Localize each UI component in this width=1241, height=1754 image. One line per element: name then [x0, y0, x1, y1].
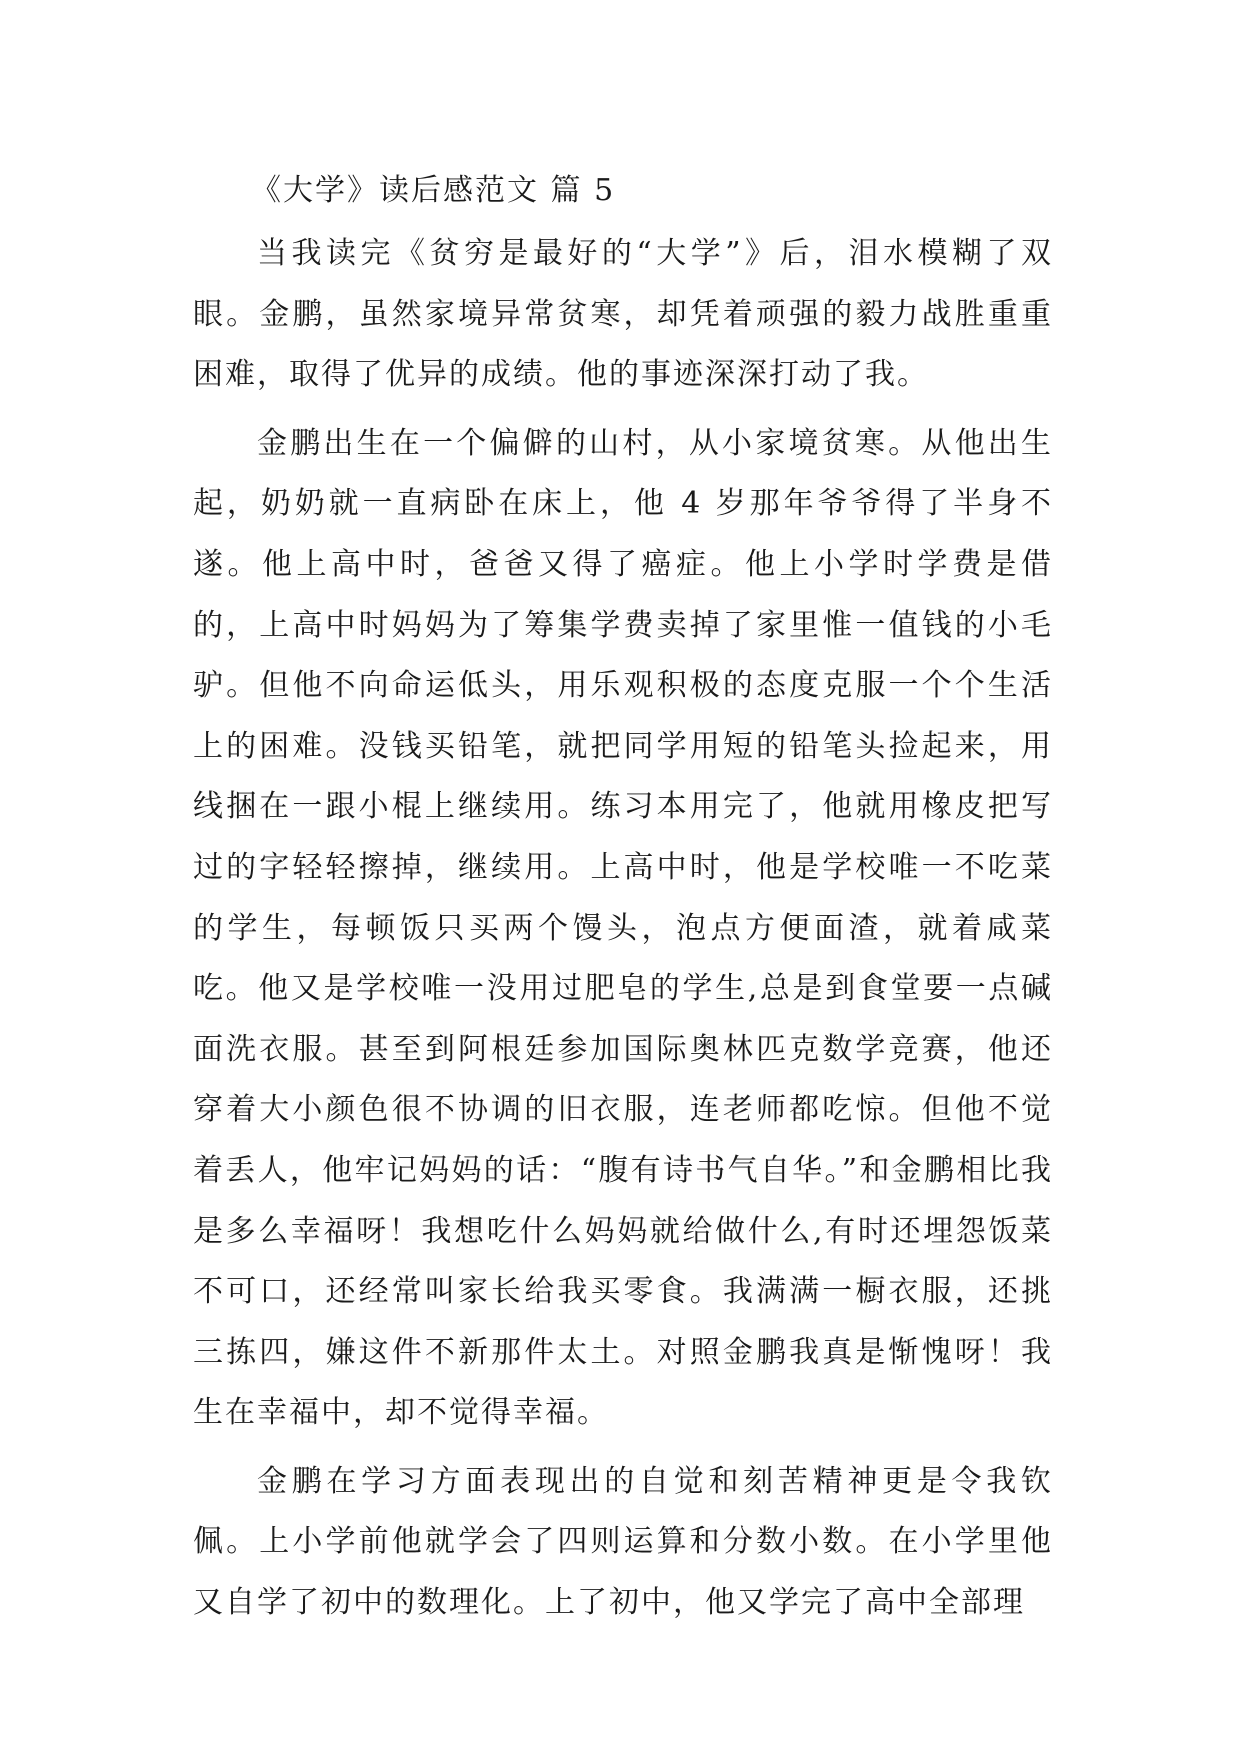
paragraph-3: 金鹏在学习方面表现出的自觉和刻苦精神更是令我钦佩。上小学前他就学会了四则运算和分数小数。在小学里他又自学了初中的数理化。上了初中，他又学完了高中全部理 [193, 1463, 1053, 1621]
document-body [193, 162, 1053, 1640]
paragraph-2: 金鹏出生在一个偏僻的山村，从小家境贫寒。从他出生起，奶奶就一直病卧在床上，他 4 岁那年爷爷得了半身不遂。他上高中时，爸爸又得了癌症。他上小学时学费是借的，上高中时妈妈为了筹集学费卖掉了家里惟一值钱的小毛驴。但他不向命运低头，用乐观积极的态度克服一个个生活上的困难。没钱买铅笔，就把同学用短的铅笔头捡起来，用线捆在一跟小棍上继续用。练习本用完了，他就用橡皮把写过的字轻轻擦掉，继续用。上高中时，他是学校唯一不吃菜的学生，每顿饭只买两个馒头，泡点方便面渣，就着咸菜吃。他又是学校唯一没用过肥皂的学生,总是到食堂要一点碱面洗衣服。甚至到阿根廷参加国际奥林匹克数学竞赛，他还穿着大小颜色很不协调的旧衣服，连老师都吃惊。但他不觉着丢人，他牢记妈妈的话：“腹有诗书气自华。”和金鹏相比我是多么幸福呀！我想吃什么妈妈就给做什么,有时还埋怨饭菜不可口，还经常叫家长给我买零食。我满满一橱衣服，还挑三拣四，嫌这件不新那件太土。对照金鹏我真是惭愧呀！我生在幸福中，却不觉得幸福。 [193, 425, 1053, 1431]
paragraph-1: 当我读完《贫穷是最好的“大学”》后，泪水模糊了双眼。金鹏，虽然家境异常贫寒，却凭着顽强的毅力战胜重重困难，取得了优异的成绩。他的事迹深深打动了我。 [193, 236, 1053, 393]
document-title: 《大学》读后感范文 篇 5 [251, 173, 616, 208]
